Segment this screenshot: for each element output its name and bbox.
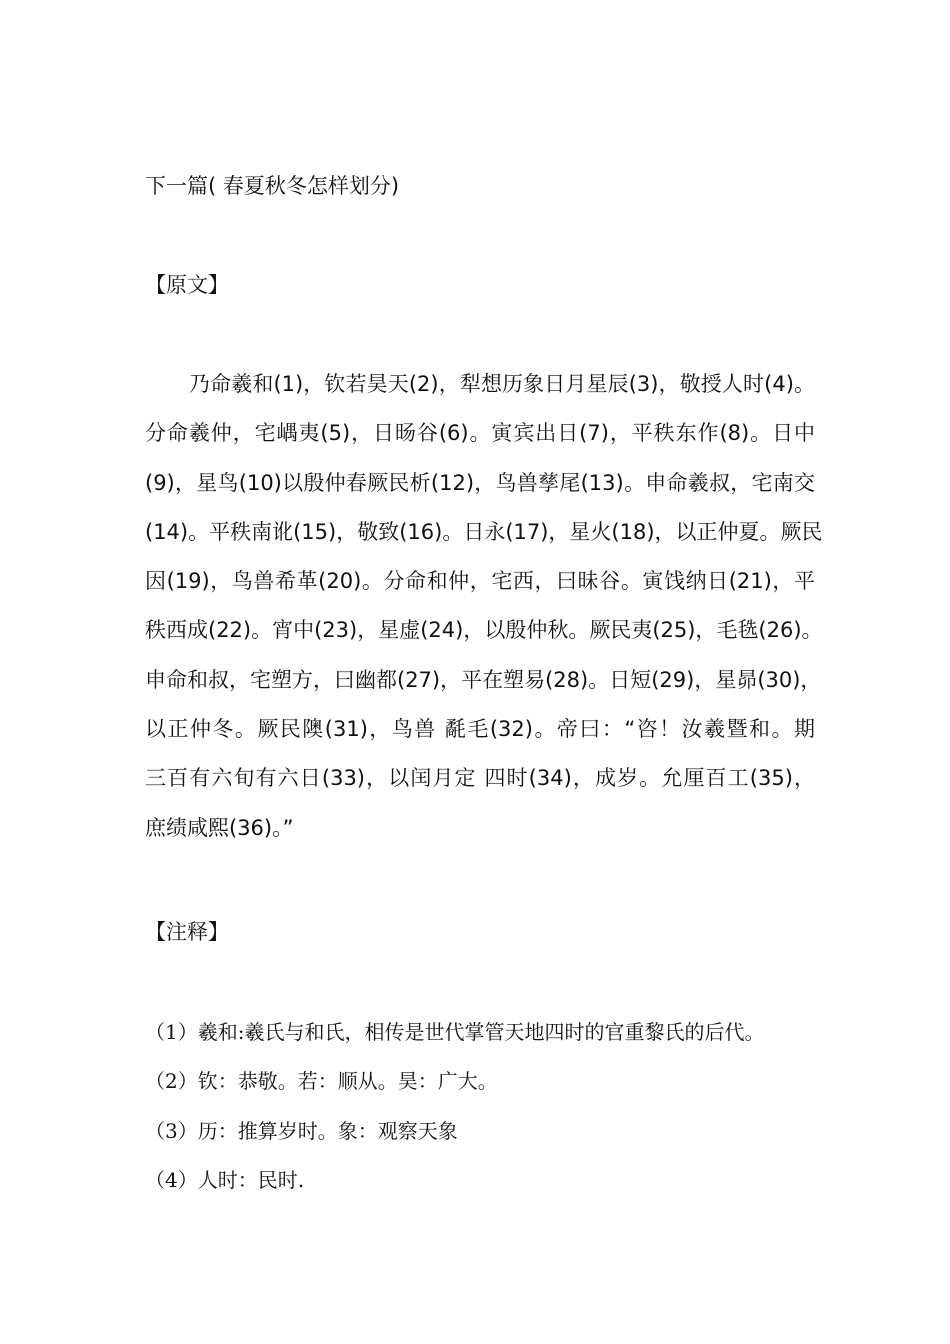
original-text-line: 因(19)，鸟兽希革(20)。分命和仲，宅西，曰昧谷。寅饯纳日(21)，平 — [145, 569, 815, 594]
original-text-line: 分命羲仲，宅嵎夷(5)，日旸谷(6)。寅宾出日(7)，平秩东作(8)。日中 — [145, 421, 815, 446]
note-item: （3）历：推算岁时。象：观察天象 — [145, 1118, 458, 1143]
original-text-line: 庶绩咸熙(36)。” — [145, 815, 294, 840]
note-item: （4）人时：民时. — [145, 1167, 305, 1192]
next-article-link[interactable]: 下一篇( 春夏秋冬怎样划分) — [145, 174, 400, 198]
original-text-line: 乃命羲和(1)，钦若昊天(2)，犁想历象日月星辰(3)，敬授人时(4)。 — [189, 372, 815, 396]
original-text-line: (9)，星鸟(10)以殷仲春厥民析(12)，鸟兽孳尾(13)。申命羲叔，宅南交 — [145, 470, 815, 495]
notes-heading: 【注释】 — [145, 920, 229, 944]
original-text-line: 秩西成(22)。宵中(23)，星虚(24)，以殷仲秋。厥民夷(25)，毛毨(26)。 — [145, 618, 823, 643]
note-item: （2）钦：恭敬。若：顺从。昊：广大。 — [145, 1069, 498, 1094]
original-text-line: 以正仲冬。厥民隩(31)，鸟兽 氄毛(32)。帝曰：“咨！汝羲暨和。期 — [145, 717, 815, 742]
original-text-heading: 【原文】 — [145, 273, 229, 297]
note-item: （1）羲和:羲氏与和氏，相传是世代掌管天地四时的官重黎氏的后代。 — [145, 1020, 765, 1044]
original-text-line: 三百有六旬有六日(33)，以闰月定 四时(34)，成岁。允厘百工(35)， — [145, 766, 815, 791]
original-text-line: 申命和叔，宅塑方，曰幽都(27)，平在塑易(28)。日短(29)，星昴(30)， — [145, 667, 822, 692]
notes-list — [145, 1017, 815, 1214]
original-text-line: (14)。平秩南讹(15)，敬致(16)。日永(17)，星火(18)，以正仲夏。厥民 — [145, 519, 823, 544]
original-text-body — [145, 369, 823, 862]
